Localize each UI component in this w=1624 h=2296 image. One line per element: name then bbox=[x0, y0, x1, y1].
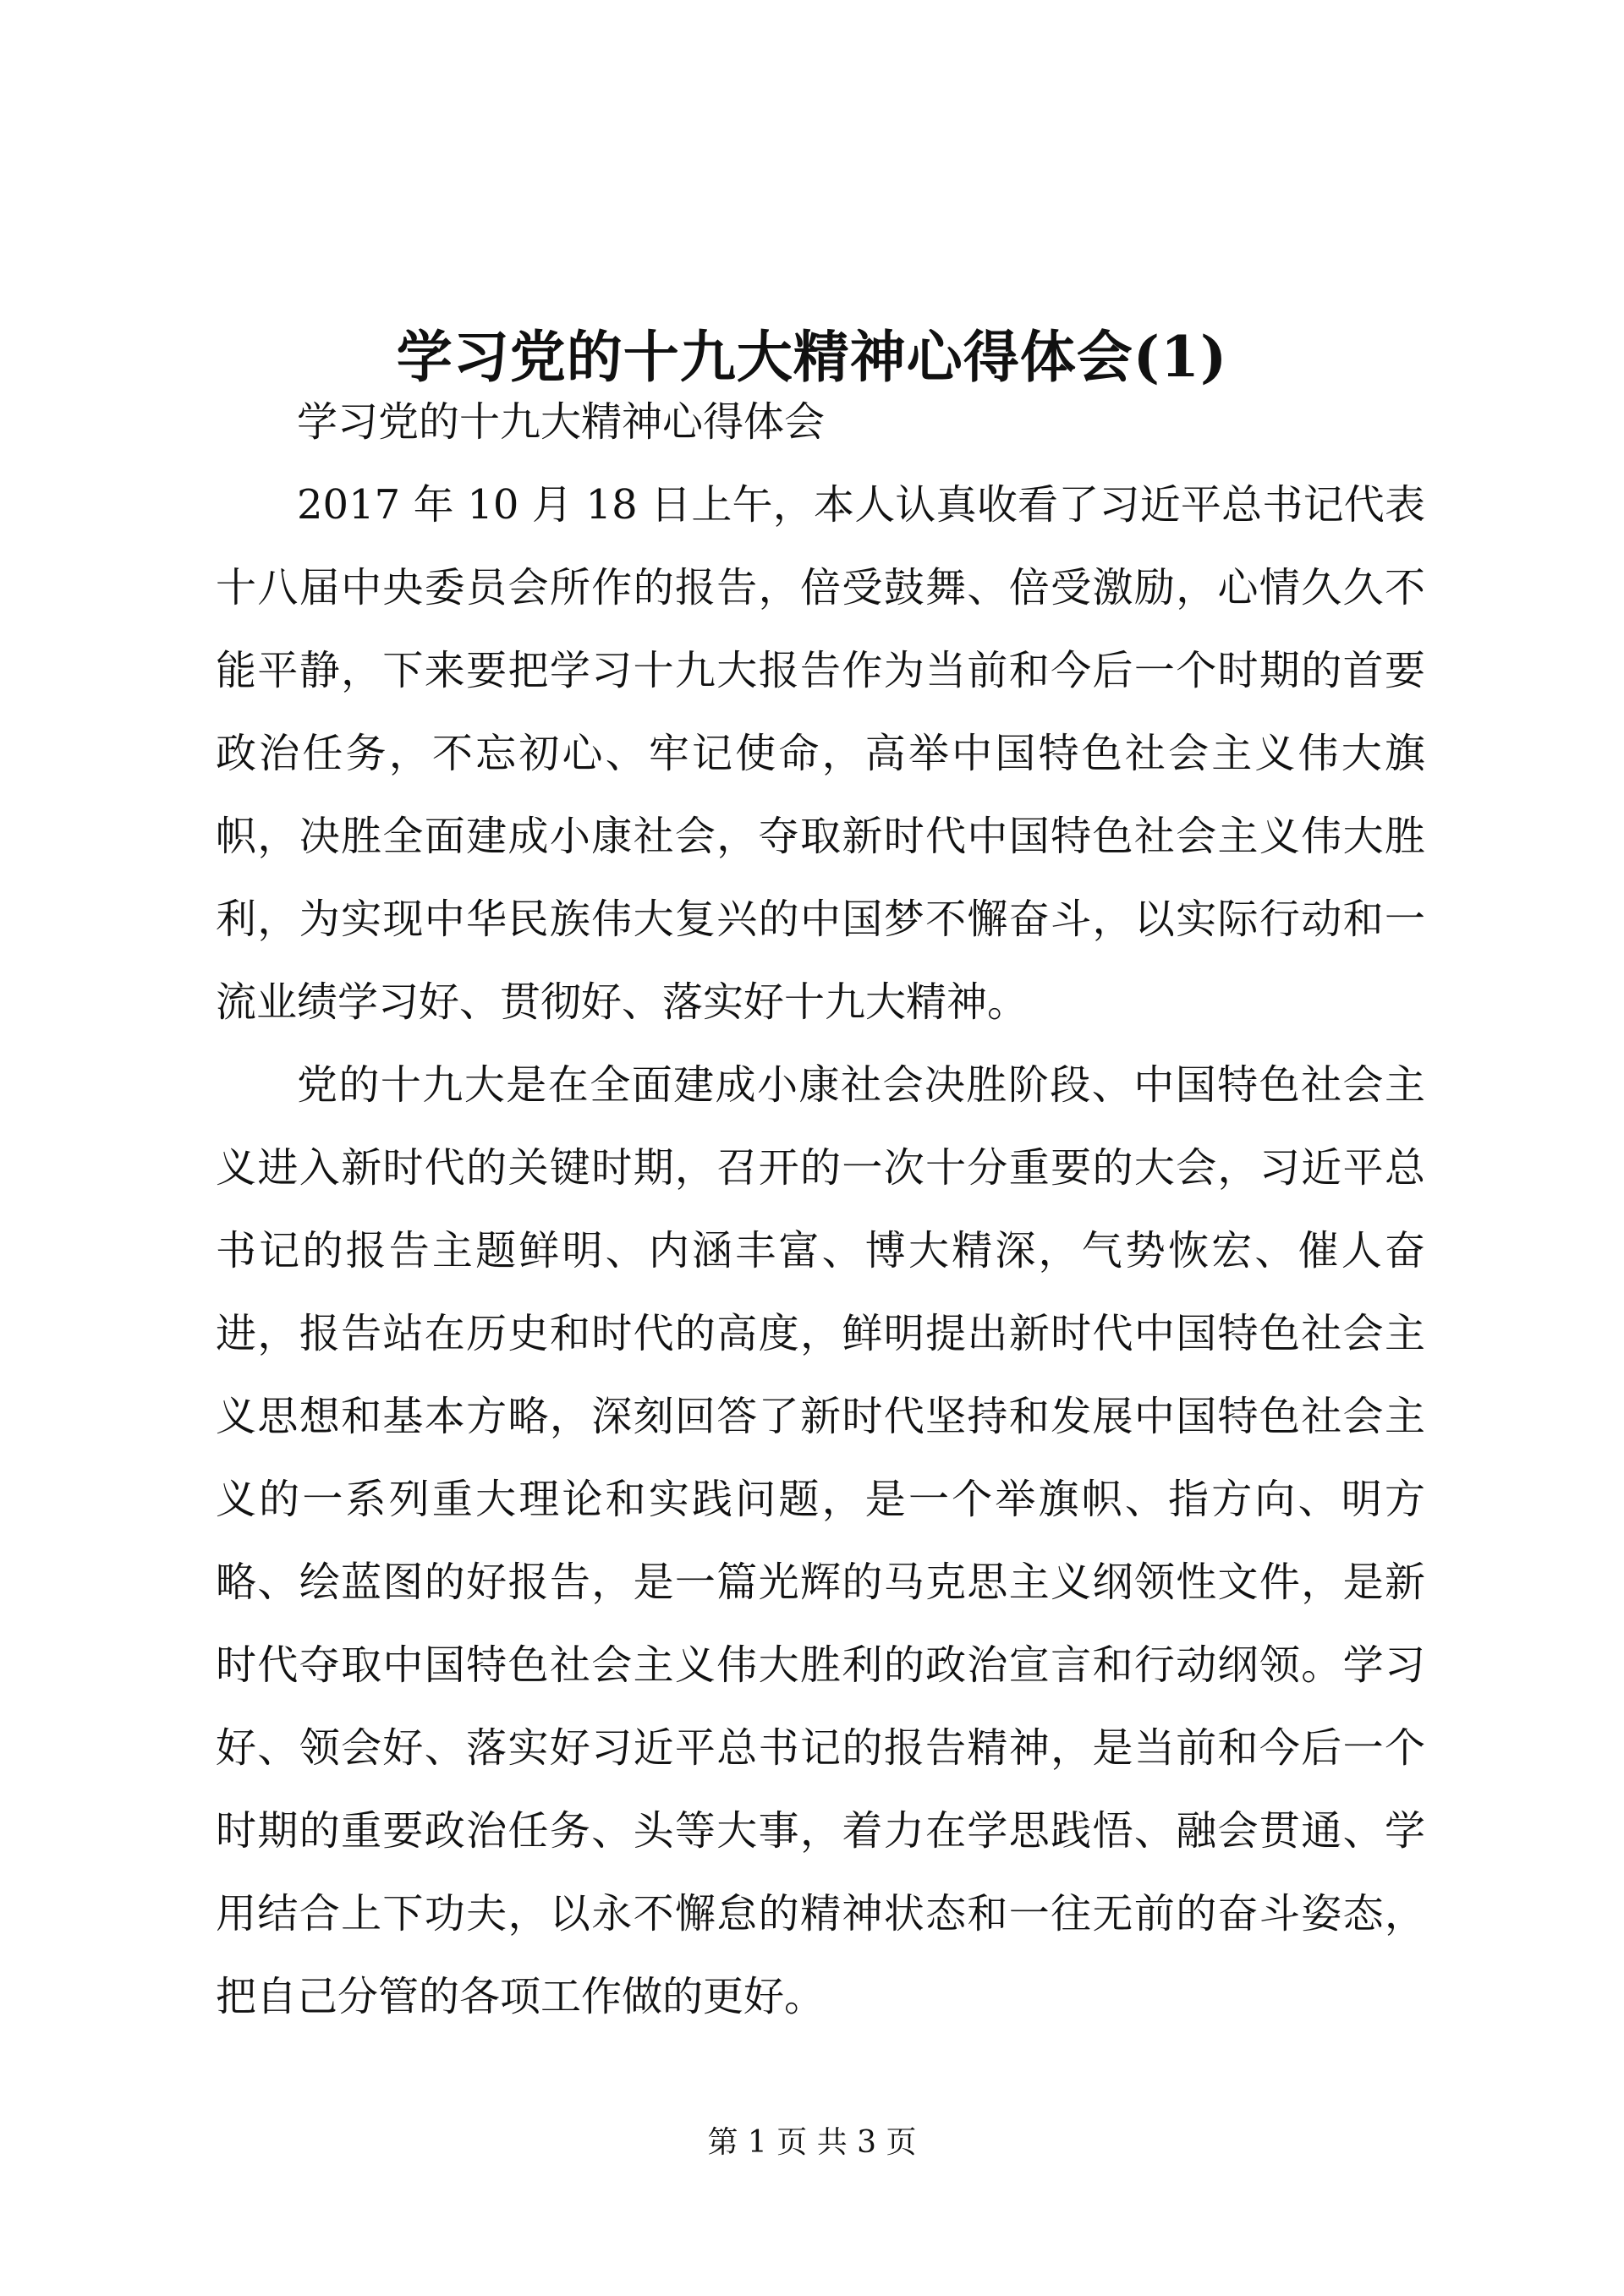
body-paragraph-2: 党的十九大是在全面建成小康社会决胜阶段、中国特色社会主义进入新时代的关键时期，召开的一次十分重要的大会，习近平总书记的报告主题鲜明、内涵丰富、博大精深，气势恢宏、催人奋进，报告站在历史和时代的高度，鲜明提出新时代中国特色社会主义思想和基本方略，深刻回答了新时代坚持和发展中国特色社会主义的一系列重大理论和实践问题，是一个举旗帜、指方向、明方略、绘蓝图的好报告，是一篇光辉的马克思主义纲领性文件，是新时代夺取中国特色社会主义伟大胜利的政治宣言和行动纲领。学习好、领会好、落实好习近平总书记的报告精神，是当前和今后一个时期的重要政治任务、头等大事，着力在学思践悟、融会贯通、学用结合上下功夫，以永不懈怠的精神状态和一往无前的奋斗姿态，把自己分管的各项工作做的更好。 bbox=[216, 1061, 1425, 2020]
page-number-footer: 第 1 页 共 3 页 bbox=[707, 2125, 917, 2160]
body-paragraph-subtitle: 学习党的十九大精神心得体会 bbox=[297, 398, 826, 446]
document-body bbox=[216, 381, 1425, 2038]
document-title: 学习党的十九大精神心得体会(1) bbox=[396, 324, 1228, 391]
body-paragraph-1: 2017 年 10 月 18 日上午，本人认真收看了习近平总书记代表十八届中央委员会所作的报告，倍受鼓舞、倍受激励，心情久久不能平静，下来要把学习十九大报告作为当前和今后一个时期的首要政治任务，不忘初心、牢记使命，高举中国特色社会主义伟大旗帜，决胜全面建成小康社会，夺取新时代中国特色社会主义伟大胜利，为实现中华民族伟大复兴的中国梦不懈奋斗，以实际行动和一流业绩学习好、贯彻好、落实好十九大精神。 bbox=[216, 481, 1425, 1026]
